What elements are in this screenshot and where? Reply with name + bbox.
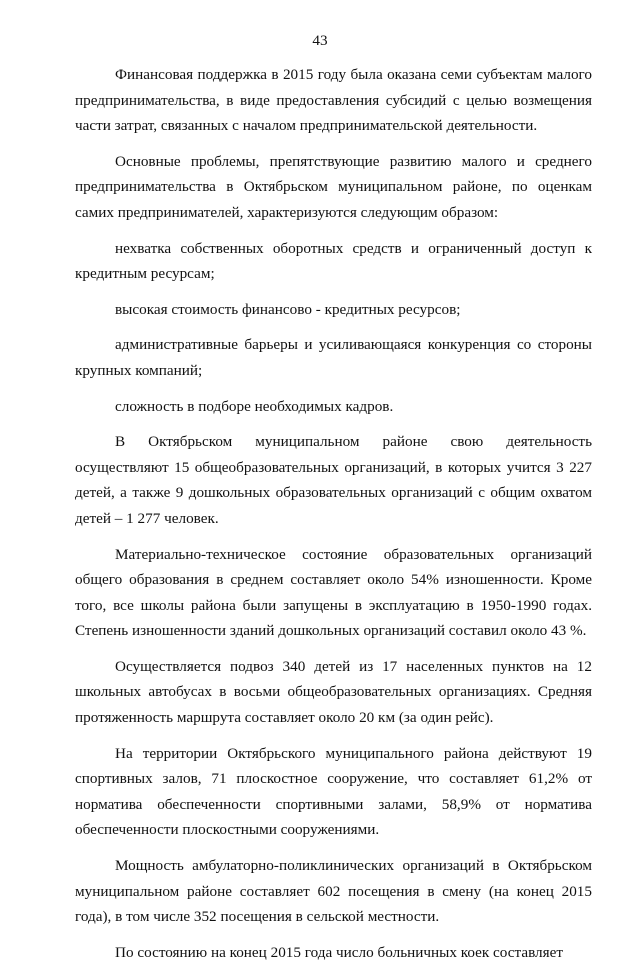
page-number: 43 [312, 32, 328, 49]
document-body [75, 62, 592, 965]
paragraph-sports-facilities: На территории Октябрьского муниципального района действуют 19 спортивных залов, 71 плоскостное сооружение, что составляет 61,2% от норматива обеспеченности спортивными залами, 58,9% от норматива обеспеченности плоскостными сооружениями. [75, 744, 592, 839]
paragraph-school-transport: Осуществляется подвоз 340 детей из 17 населенных пунктов на 12 школьных автобусах в восьми общеобразовательных организациях. Средняя протяженность маршрута составляет около 20 км (за один рейс). [75, 657, 592, 727]
paragraph-material-condition: Материально-техническое состояние образовательных организаций общего образования в среднем составляет около 54% изношенности. Кроме того, все школы района были запущены в эксплуатацию в 1950-1990 годах. Степень изношенности зданий дошкольных организаций составил около 43 %. [75, 545, 592, 640]
paragraph-education-organizations: В Октябрьском муниципальном районе свою деятельность осуществляют 15 общеобразовательных организаций, в которых учится 3 227 детей, а также 9 дошкольных образовательных организаций с общим охватом детей – 1 277 человек. [75, 433, 592, 527]
paragraph-outpatient-capacity: Мощность амбулаторно-поликлинических организаций в Октябрьском муниципальном районе составляет 602 посещения в смену (на конец 2015 года), в том числе 352 посещения в сельской местности. [75, 857, 592, 926]
problem-item-credit-cost: высокая стоимость финансово - кредитных ресурсов; [115, 300, 461, 318]
problem-item-working-capital: нехватка собственных оборотных средств и ограниченный доступ к кредитным ресурсам; [75, 239, 592, 283]
problem-item-admin-barriers: административные барьеры и усиливающаяся конкуренция со стороны крупных компаний; [75, 336, 592, 379]
problem-item-staffing: сложность в подборе необходимых кадров. [115, 397, 394, 415]
paragraph-hospital-beds: По состоянию на конец 2015 года число больничных коек составляет [115, 943, 563, 961]
paragraph-financial-support: Финансовая поддержка в 2015 году была оказана семи субъектам малого предпринимательства, в виде предоставления субсидий с целью возмещения части затрат, связанных с началом предпринимательской деятельности. [75, 66, 592, 135]
paragraph-main-problems: Основные проблемы, препятствующие развитию малого и среднего предпринимательства в Октябрьском муниципальном районе, по оценкам самих предпринимателей, характеризуются следующим образом: [75, 152, 592, 221]
